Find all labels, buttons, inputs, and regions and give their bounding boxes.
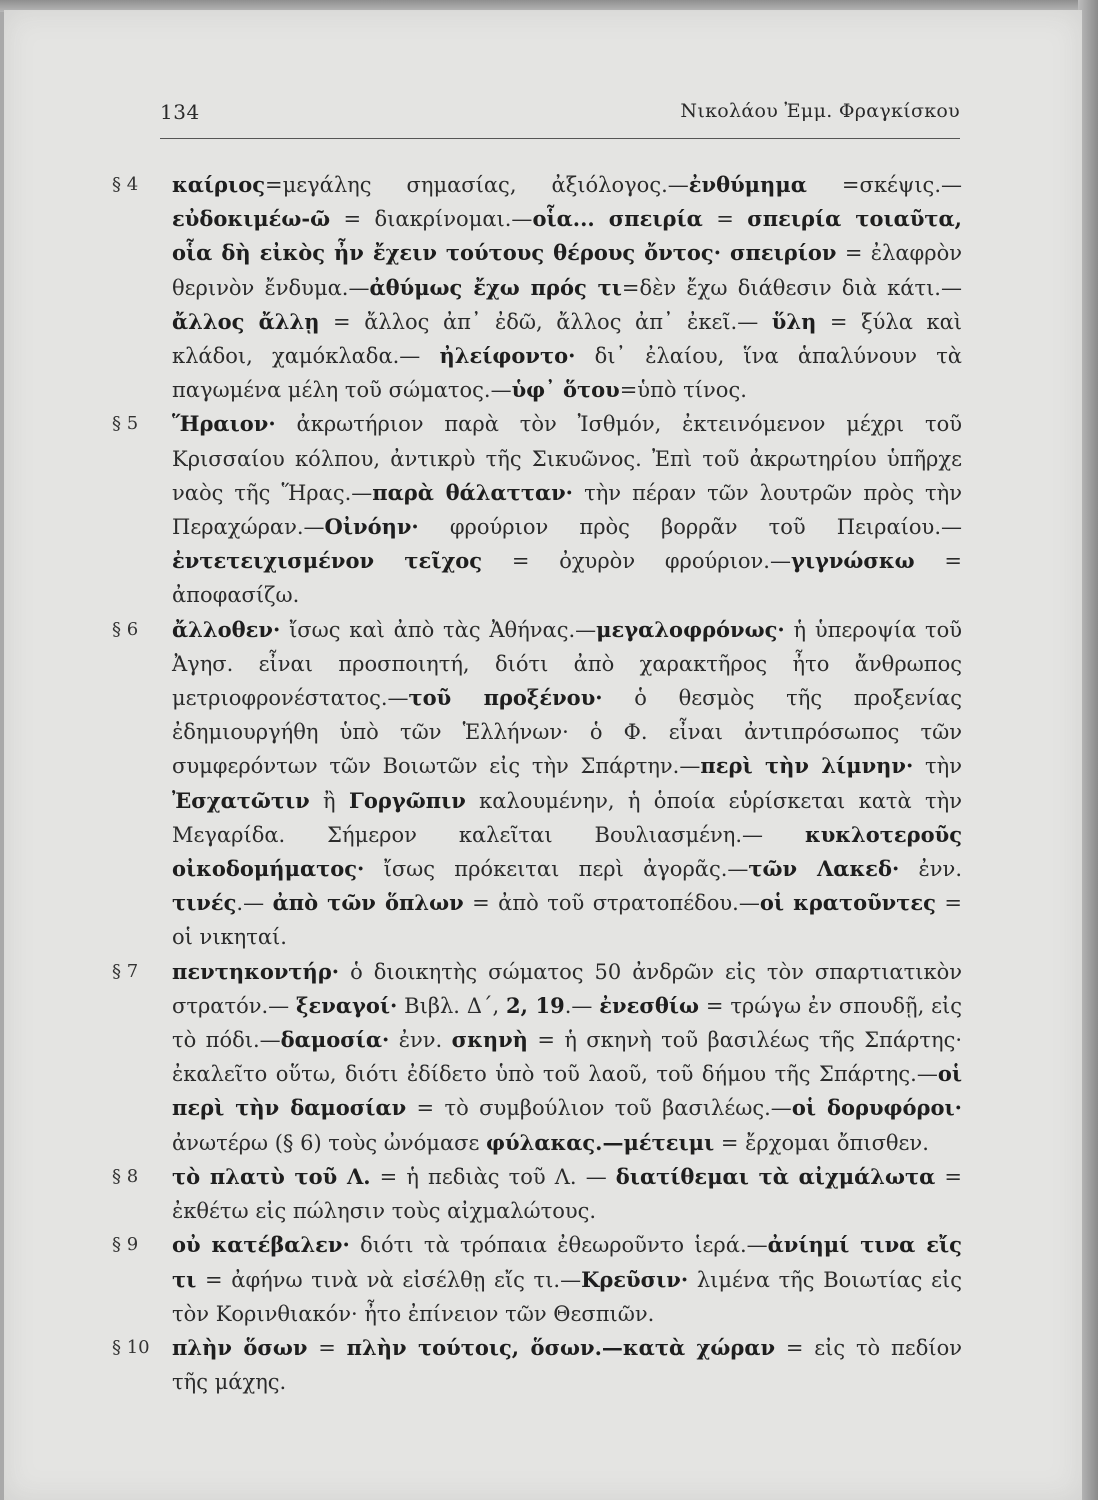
gloss-text: .—: [564, 993, 600, 1018]
gloss-text: ἀνωτέρω (§ 6) τοὺς ὠνόμασε: [172, 1130, 487, 1155]
gloss-text: τὴν: [913, 754, 963, 779]
lemma-term: περὶ τὴν λίμνην·: [700, 753, 914, 779]
lemma-term: ἀνίημί τινα εἴς τι: [172, 1232, 962, 1292]
page-header: [160, 98, 960, 130]
lemma-term: σπειρία τοιαῦτα, οἷα δὴ εἰκὸς ἦν ἔχειν τούτους θέρους ὄντος· σπειρίον: [172, 206, 962, 266]
commentary-paragraph: [112, 955, 963, 1160]
lemma-term: ξεναγοί·: [296, 992, 398, 1018]
section-number: § 6: [112, 618, 139, 640]
gloss-text: = ἀφήνω τινὰ νὰ εἰσέλθῃ εἴς τι.—: [196, 1267, 582, 1292]
lemma-term: εὐδοκιμέω-ῶ: [172, 206, 331, 232]
lemma-term: ὑφ᾽ ὅτου: [511, 377, 620, 403]
lemma-term: πλὴν τούτοις, ὅσων.—κατὰ χώραν: [346, 1334, 776, 1360]
lemma-term: ἐντετειχισμένον τεῖχος: [172, 548, 483, 574]
lemma-term: μεγαλοφρόνως·: [596, 616, 785, 642]
gloss-text: ἐνν.: [899, 857, 962, 882]
lemma-term: Οἰνόην·: [324, 514, 419, 540]
gloss-text: =: [702, 207, 748, 232]
gloss-text: καλουμένην, ἡ ὁποία εὑρίσκεται κατὰ τὴν Μεγαρίδα. Σήμερον καλεῖται Βουλιασμένη.—: [172, 788, 962, 847]
lemma-term: ἄλλοθεν·: [172, 616, 281, 642]
gloss-text: = εἰς τὸ πεδίον τῆς μάχης.: [172, 1335, 962, 1395]
gloss-text: = ἡ πεδιὰς τοῦ Λ. —: [370, 1164, 616, 1189]
gloss-text: διότι τὰ τρόπαια ἐθεωροῦντο ἱερά.—: [349, 1233, 768, 1258]
gloss-text: =δὲν ἔχω διάθεσιν διὰ κάτι.—: [621, 275, 962, 300]
page-number: 134: [160, 100, 200, 124]
section-number: § 5: [112, 413, 139, 435]
lemma-term: 2, 19: [506, 992, 565, 1018]
lemma-term: σκηνὴ: [451, 1027, 528, 1053]
lemma-term: παρὰ θάλατταν·: [372, 479, 573, 505]
lemma-term: καίριος: [172, 172, 265, 197]
lemma-term: οἱ δορυφόροι·: [791, 1095, 962, 1121]
gloss-text: ἐνν.: [389, 1028, 452, 1053]
lemma-term: ἀθύμως ἔχω πρός τι: [369, 274, 622, 300]
lemma-term: οὐ κατέβαλεν·: [172, 1232, 350, 1258]
commentary-text: [112, 168, 963, 1399]
section-number: § 9: [112, 1234, 139, 1256]
lemma-term: φύλακας.—μέτειμι: [486, 1129, 715, 1155]
section-number: § 8: [112, 1165, 139, 1187]
gloss-text: τὴν πέραν τῶν λουτρῶν πρὸς τὴν Περαχώραν.—: [172, 480, 962, 540]
lemma-term: ἄλλος ἄλλῃ: [172, 308, 320, 334]
gloss-text: = ἀπὸ τοῦ στρατοπέδου.—: [463, 891, 760, 916]
section-number: § 7: [112, 960, 139, 982]
gloss-text: ἀκρωτήριον παρὰ τὸν Ἰσθμόν, ἐκτεινόμενον μέχρι τοῦ Κρισσαίου κόλπου, ἀντικρὺ τῆς Σικυῶνος. Ἐπὶ τοῦ ἀκρωτηρίου ὑπῆρχε ναὸς τῆς Ἥρας.—: [172, 412, 962, 505]
lemma-term: Ἐσχατῶτιν: [172, 787, 310, 813]
gloss-text: .—: [236, 891, 273, 916]
lemma-term: ἀπὸ τῶν ὅπλων: [272, 890, 464, 916]
gloss-text: = ὀχυρὸν φρούριον.—: [482, 549, 791, 574]
gloss-text: Βιβλ. Δ΄,: [397, 993, 507, 1018]
gloss-text: = ἀποφασίζω.: [172, 549, 962, 608]
lemma-term: οἱ κρατοῦντες: [759, 890, 936, 916]
lemma-term: ὕλη: [771, 308, 817, 334]
lemma-term: πεντηκοντήρ·: [172, 958, 340, 984]
lemma-term: διατίθεμαι τὰ αἰχμάλωτα: [615, 1163, 936, 1189]
lemma-term: ἐνθύμημα: [688, 172, 807, 197]
gloss-text: ὁ διοικητὴς σώματος 50 ἀνδρῶν εἰς τὸν σπαρτιατικὸν στρατόν.—: [172, 959, 962, 1018]
gloss-text: = ἡ σκηνὴ τοῦ βασιλέως τῆς Σπάρτης· ἐκαλεῖτο οὕτω, διότι ἐδίδετο ὑπὸ τοῦ λαοῦ, τοῦ δήμου τῆς Σπάρτης.—: [172, 1028, 963, 1087]
gloss-text: ἴσως καὶ ἀπὸ τὰς Ἀθήνας.—: [280, 617, 597, 642]
commentary-paragraph: [112, 1228, 962, 1331]
gloss-text: = τὸ συμβούλιον τοῦ βασιλέως.—: [406, 1096, 792, 1121]
header-rule: [160, 138, 960, 139]
commentary-paragraph: [112, 168, 962, 407]
lemma-term: οἷα... σπειρία: [532, 206, 703, 232]
lemma-term: τινές: [172, 890, 237, 916]
lemma-term: πλὴν ὅσων: [172, 1334, 308, 1360]
lemma-term: γιγνώσκω: [790, 548, 915, 574]
section-number: § 4: [112, 174, 139, 195]
running-title: Νικολάου Ἐμμ. Φραγκίσκου: [680, 100, 960, 122]
gloss-text: = ἔρχομαι ὄπισθεν.: [714, 1130, 929, 1155]
gloss-text: = τρώγω ἐν σπουδῇ, εἰς τὸ πόδι.—: [172, 993, 963, 1053]
gloss-text: φρούριον πρὸς βορρᾶν τοῦ Πειραίου.—: [418, 515, 962, 540]
lemma-term: κυκλοτεροῦς οἰκοδομήματος·: [172, 821, 962, 882]
gloss-text: = ἐλαφρὸν θερινὸν ἔνδυμα.—: [172, 241, 962, 300]
lemma-term: Κρεῦσιν·: [581, 1266, 689, 1292]
gloss-text: δι᾽ ἐλαίου, ἵνα ἁπαλύνουν τὰ παγωμένα μέλη τοῦ σώματος.—: [172, 344, 962, 403]
commentary-paragraph: [112, 407, 962, 612]
gloss-text: ὁ θεσμὸς τῆς προξενίας ἐδημιουργήθη ὑπὸ τῶν Ἑλλήνων· ὁ Φ. εἶναι ἀντιπρόσωπος τῶν συμφερόντων τῶν Βοιωτῶν εἰς τὴν Σπάρτην.—: [172, 686, 962, 779]
lemma-term: οἱ περὶ τὴν δαμοσίαν: [172, 1061, 962, 1121]
lemma-term: Γοργῶπιν: [349, 787, 466, 813]
gloss-text: = οἱ νικηταί.: [172, 891, 962, 950]
gloss-text: ἢ: [309, 788, 349, 813]
lemma-term: δαμοσία·: [280, 1027, 390, 1053]
gloss-text: λιμένα τῆς Βοιωτίας εἰς τὸν Κορινθιακόν· ἦτο ἐπίνειον τῶν Θεσπιῶν.: [172, 1267, 962, 1326]
lemma-term: τοῦ προξένου·: [408, 685, 603, 711]
commentary-paragraph: [112, 1160, 963, 1228]
lemma-term: τῶν Λακεδ·: [748, 856, 900, 882]
gloss-text: ἴσως πρόκειται περὶ ἀγορᾶς.—: [364, 857, 749, 882]
gloss-text: = διακρίνομαι.—: [330, 207, 533, 232]
gloss-text: =μεγάλης σημασίας, ἀξιόλογος.—: [264, 173, 689, 197]
gloss-text: = ἐκθέτω εἰς πώλησιν τοὺς αἰχμαλώτους.: [172, 1164, 963, 1224]
gloss-text: =: [307, 1335, 347, 1360]
section-number: § 10: [112, 1336, 150, 1358]
gloss-text: = ξύλα καὶ κλάδοι, χαμόκλαδα.—: [172, 309, 962, 369]
lemma-term: ἠλείφοντο·: [439, 343, 576, 369]
lemma-term: Ἥραιον·: [172, 411, 276, 437]
commentary-paragraph: [112, 1331, 962, 1399]
gloss-text: = ἄλλος ἀπ᾽ ἐδῶ, ἄλλος ἀπ᾽ ἐκεῖ.—: [319, 309, 772, 334]
lemma-term: ἐνεσθίω: [599, 992, 699, 1018]
gloss-text: =ὑπὸ τίνος.: [619, 378, 747, 403]
lemma-term: τὸ πλατὺ τοῦ Λ.: [172, 1163, 371, 1189]
commentary-paragraph: [112, 613, 963, 955]
gloss-text: ἡ ὑπεροψία τοῦ Ἀγησ. εἶναι προσποιητή, διότι ἀπὸ χαρακτῆρος ἦτο ἄνθρωπος μετριοφρονέστατος.—: [172, 617, 962, 711]
gloss-text: =σκέψις.—: [806, 173, 962, 197]
